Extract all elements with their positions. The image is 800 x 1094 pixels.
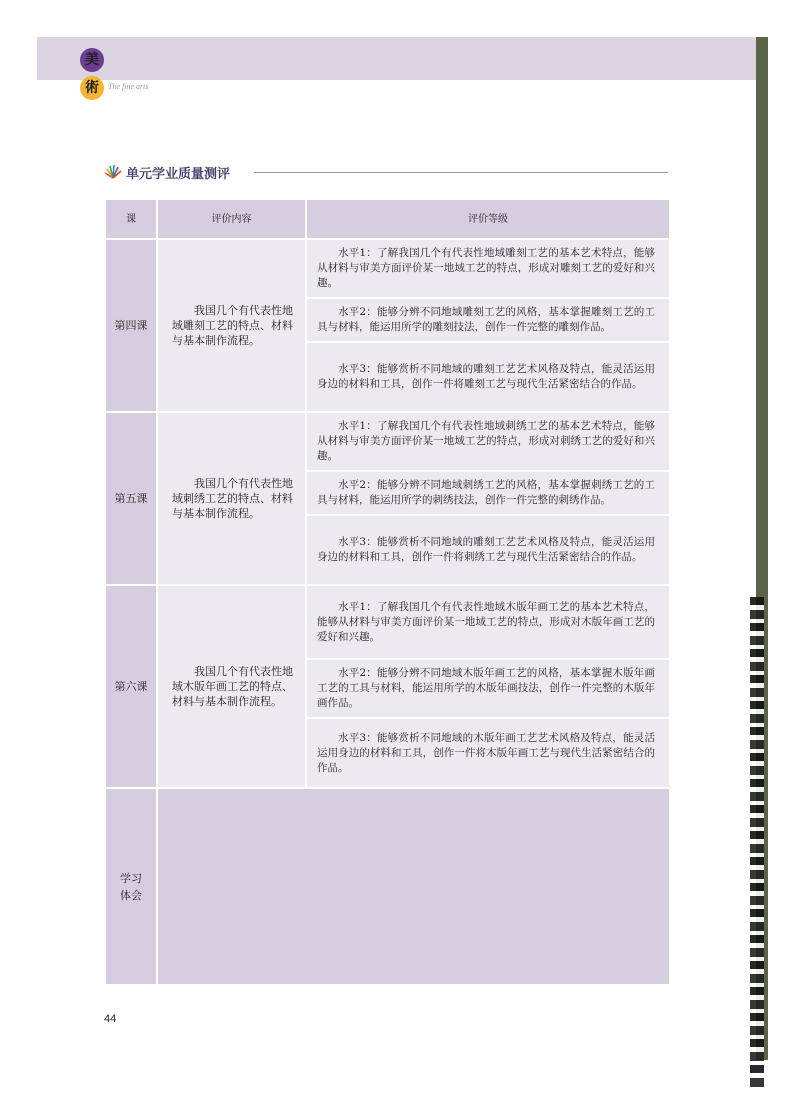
content-cell <box>157 412 306 585</box>
section-divider <box>254 172 668 173</box>
level-cell <box>306 239 670 298</box>
level-text: 水平3：能够赏析不同地域的雕刻工艺艺术风格及特点，能灵活运用身边的材料和工具，创作一件将刺绣工艺与现代生活紧密结合的作品。 <box>317 536 655 563</box>
top-header-band <box>37 37 756 80</box>
table-row <box>105 239 670 298</box>
lesson-cell: 第五课 <box>105 412 157 585</box>
level-text: 水平1：了解我国几个有代表性地域刺绣工艺的基本艺术特点，能够从材料与审美方面评价某一地域工艺的特点，形成对刺绣工艺的爱好和兴趣。 <box>317 420 655 462</box>
level-text: 水平1：了解我国几个有代表性地域木版年画工艺的基本艺术特点，能够从材料与审美方面评价某一地域工艺的特点，形成对木版年画工艺的爱好和兴趣。 <box>317 600 655 643</box>
table-header-row <box>105 199 670 239</box>
lesson-cell: 第四课 <box>105 239 157 412</box>
table-row <box>105 788 670 985</box>
column-header-content: 评价内容 <box>157 199 306 239</box>
table-row <box>105 585 670 659</box>
table-row <box>105 412 670 471</box>
section-title: 单元学业质量测评 <box>126 167 231 182</box>
level-text: 水平2：能够分辨不同地域雕刻工艺的风格，基本掌握雕刻工艺的工具与材料，能运用所学的雕刻技法，创作一件完整的雕刻作品。 <box>317 306 655 333</box>
reflection-writing-area[interactable] <box>157 788 670 985</box>
content-cell <box>157 585 306 788</box>
level-cell <box>306 718 670 788</box>
lesson-cell: 第六课 <box>105 585 157 788</box>
section-header <box>104 163 669 181</box>
book-subtitle: The fine arts <box>108 82 149 91</box>
column-header-level: 评价等级 <box>306 199 670 239</box>
level-cell <box>306 585 670 659</box>
column-header-lesson: 课 <box>105 199 157 239</box>
fan-icon <box>104 165 122 179</box>
level-cell <box>306 515 670 585</box>
level-cell <box>306 412 670 471</box>
content-text: 我国几个有代表性地域刺绣工艺的特点、材料与基本制作流程。 <box>172 477 293 520</box>
level-cell <box>306 298 670 342</box>
logo-badge-bottom: 術 <box>80 76 104 100</box>
level-text: 水平3：能够赏析不同地域的木版年画工艺艺术风格及特点，能灵活运用身边的材料和工具，创作一件将木版年画工艺与现代生活紧密结合的作品。 <box>317 731 655 774</box>
content-text: 我国几个有代表性地域雕刻工艺的特点、材料与基本制作流程。 <box>172 304 293 347</box>
level-text: 水平2：能够分辨不同地域刺绣工艺的风格，基本掌握刺绣工艺的工具与材料，能运用所学的刺绣技法，创作一件完整的刺绣作品。 <box>317 479 655 506</box>
page-number: 44 <box>104 1013 117 1025</box>
level-text: 水平3：能够赏析不同地域的雕刻工艺艺术风格及特点，能灵活运用身边的材料和工具，创作一件将雕刻工艺与现代生活紧密结合的作品。 <box>317 363 655 390</box>
logo-badge-top: 美 <box>80 48 104 72</box>
level-cell <box>306 342 670 412</box>
level-cell <box>306 659 670 718</box>
right-decorative-strip <box>756 37 768 1060</box>
reflection-label: 学习体会 <box>120 871 142 902</box>
reflection-label-cell <box>105 788 157 985</box>
content-cell <box>157 239 306 412</box>
level-text: 水平2：能够分辨不同地域木版年画工艺的风格，基本掌握木版年画工艺的工具与材料，能运用所学的木版年画技法，创作一件完整的木版年画作品。 <box>317 667 655 709</box>
level-cell <box>306 471 670 515</box>
decorative-pattern <box>750 597 764 1087</box>
content-text: 我国几个有代表性地域木版年画工艺的特点、材料与基本制作流程。 <box>172 665 293 708</box>
level-text: 水平1：了解我国几个有代表性地域雕刻工艺的基本艺术特点，能够从材料与审美方面评价某一地域工艺的特点，形成对雕刻工艺的爱好和兴趣。 <box>317 247 655 289</box>
evaluation-table <box>104 198 671 986</box>
